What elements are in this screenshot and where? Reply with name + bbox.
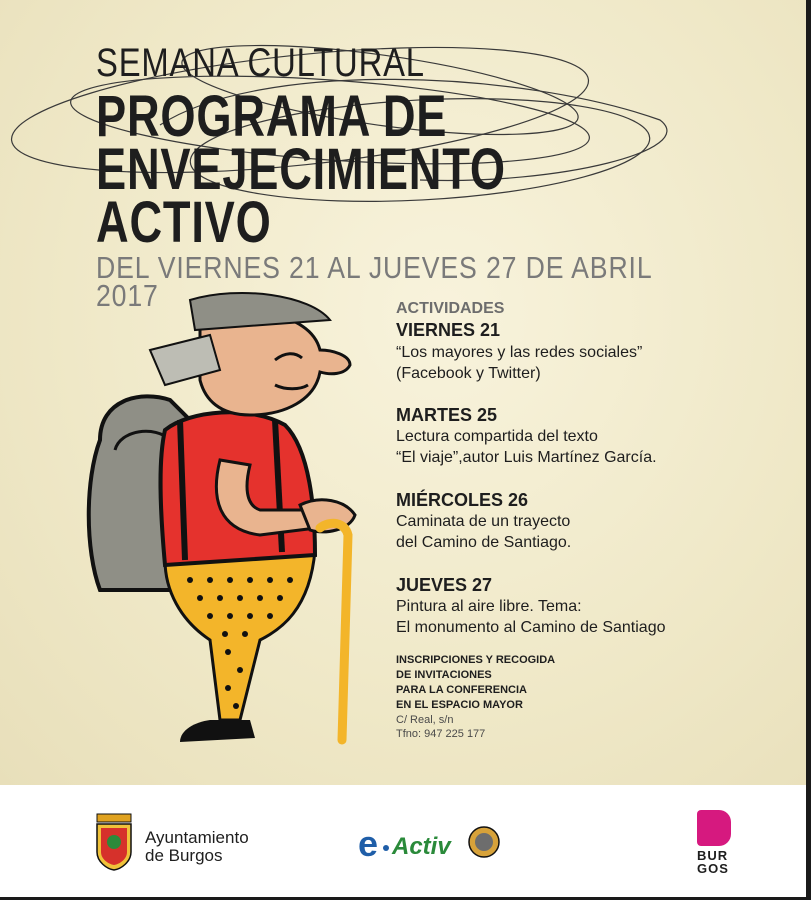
coat-of-arms-icon bbox=[93, 812, 135, 872]
activity-day-3: MIÉRCOLES 26 bbox=[396, 490, 529, 510]
activity-desc-2a: Lectura compartida del texto bbox=[396, 428, 598, 445]
elderly-walker-illustration bbox=[70, 290, 370, 750]
activity-day-2: MARTES 25 bbox=[396, 405, 498, 425]
registration-line-4: EN EL ESPACIO MAYOR bbox=[396, 699, 523, 711]
activity-day-4: JUEVES 27 bbox=[396, 575, 493, 595]
burgos-logo-word-1: BUR bbox=[697, 848, 729, 863]
registration-line-1: INSCRIPCIONES Y RECOGIDA bbox=[396, 654, 556, 666]
date-line-1: DEL VIERNES 21 AL JUEVES 27 DE ABRIL bbox=[96, 250, 653, 285]
date-line-2: 2017 bbox=[96, 278, 159, 313]
poster-title-line-1: PROGRAMA DE bbox=[96, 84, 448, 149]
address: C/ Real, s/n bbox=[396, 714, 454, 726]
right-edge-bar bbox=[806, 0, 811, 900]
burgos-logo-word-2: GOS bbox=[697, 861, 729, 876]
activity-desc-3b: del Camino de Santiago. bbox=[396, 534, 572, 551]
svg-text:e: e bbox=[358, 823, 379, 864]
activity-desc-4a: Pintura al aire libre. Tema: bbox=[396, 598, 582, 615]
activity-day-1: VIERNES 21 bbox=[396, 320, 501, 340]
activity-desc-1a: “Los mayores y las redes sociales” bbox=[396, 344, 643, 361]
ayuntamiento-label-1: Ayuntamiento bbox=[145, 828, 249, 847]
registration-line-2: DE INVITACIONES bbox=[396, 669, 492, 681]
e-activo-logo-icon bbox=[356, 822, 504, 866]
phone: Tfno: 947 225 177 bbox=[396, 728, 486, 740]
poster-title-line-2: ENVEJECIMIENTO bbox=[96, 137, 506, 202]
activity-desc-1b: (Facebook y Twitter) bbox=[396, 365, 541, 382]
activity-desc-4b: El monumento al Camino de Santiago bbox=[396, 619, 666, 636]
registration-line-3: PARA LA CONFERENCIA bbox=[396, 684, 527, 696]
poster-title-line-3: ACTIVO bbox=[96, 190, 272, 255]
burgos-logo-icon bbox=[697, 810, 731, 846]
activity-desc-3a: Caminata de un trayecto bbox=[396, 513, 571, 530]
activities-heading: ACTIVIDADES bbox=[396, 300, 505, 317]
poster-subtitle: SEMANA CULTURAL bbox=[96, 41, 425, 85]
activity-desc-2b: “El viaje”,autor Luis Martínez García. bbox=[396, 449, 657, 466]
ayuntamiento-label-2: de Burgos bbox=[145, 846, 223, 865]
svg-text:Activ: Activ bbox=[392, 833, 451, 860]
